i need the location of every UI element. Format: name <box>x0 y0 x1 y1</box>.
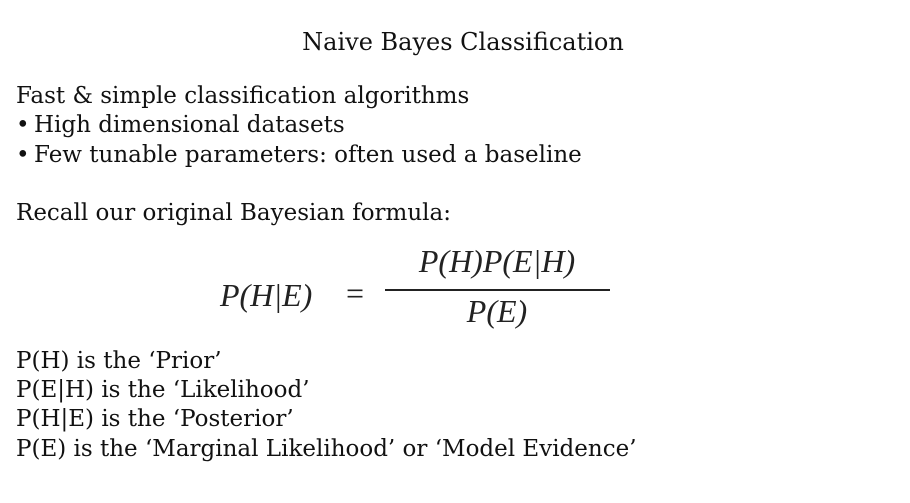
recall-text: Recall our original Bayesian formula: <box>16 200 451 226</box>
formula-denominator: P(E) <box>466 293 528 329</box>
fraction-bar <box>385 289 610 291</box>
bullet-dot: • <box>16 142 30 168</box>
formula-numerator: P(H)P(E|H) <box>418 243 576 279</box>
definition-posterior: P(H|E) is the ‘Posterior’ <box>16 406 294 432</box>
intro-heading: Fast & simple classification algorithms <box>16 83 470 109</box>
formula-lhs: P(H|E) <box>220 277 313 313</box>
definition-prior: P(H) is the ‘Prior’ <box>16 348 222 374</box>
definition-likelihood: P(E|H) is the ‘Likelihood’ <box>16 377 310 403</box>
bullet-text: Few tunable parameters: often used a baseline <box>34 142 582 168</box>
bullet-text: High dimensional datasets <box>34 112 345 138</box>
bullet-item <box>16 111 345 139</box>
formula-equals: = <box>346 275 365 311</box>
definition-evidence: P(E) is the ‘Marginal Likelihood’ or ‘Model Evidence’ <box>16 436 637 462</box>
bullet-dot: • <box>16 112 30 138</box>
bullet-item <box>16 141 582 169</box>
slide-title: Naive Bayes Classification <box>302 28 624 56</box>
